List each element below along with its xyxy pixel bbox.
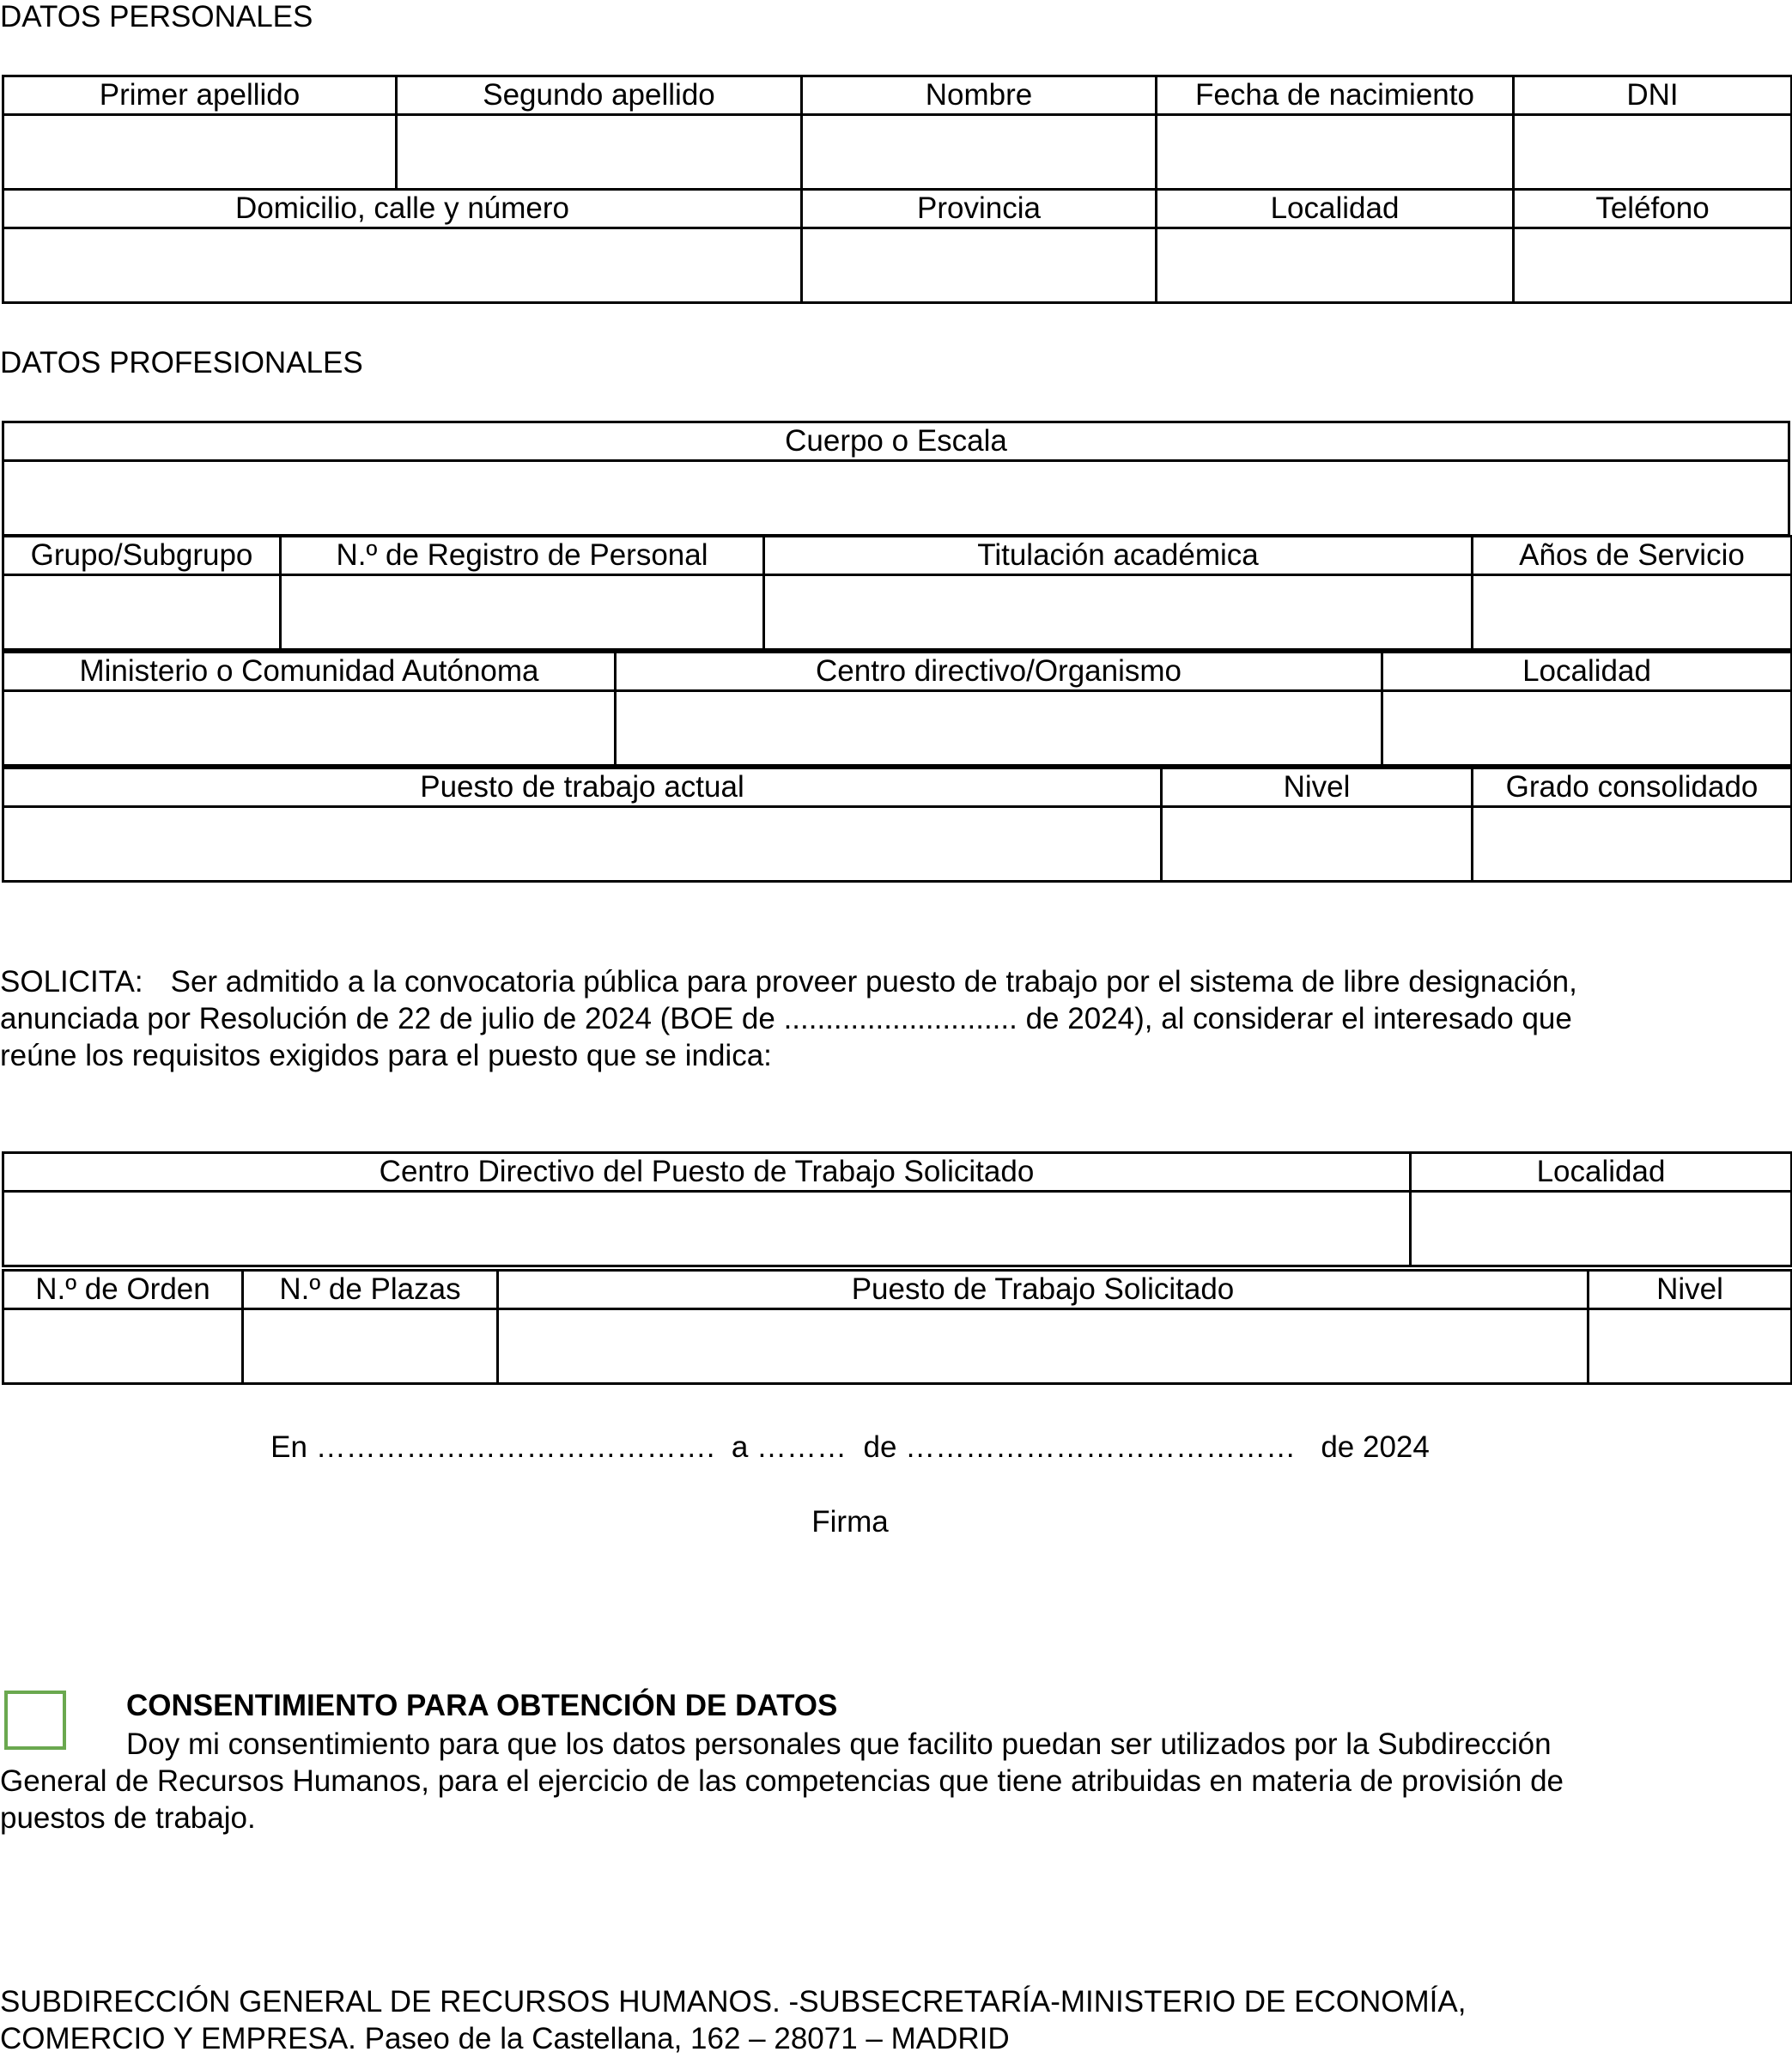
field-nivel-actual[interactable]: [1162, 807, 1473, 882]
field-nombre[interactable]: [802, 115, 1157, 190]
header-nivel-actual: Nivel: [1162, 768, 1473, 807]
field-nivel-solicitado[interactable]: [1589, 1309, 1792, 1384]
header-domicilio: Domicilio, calle y número: [3, 190, 802, 228]
header-nombre: Nombre: [802, 76, 1157, 115]
field-domicilio[interactable]: [3, 228, 802, 303]
personal-data-table: [2, 75, 1792, 304]
solicita-paragraph: [0, 963, 1717, 1074]
professional-ministerio-table: [2, 651, 1792, 767]
firma-label: Firma: [811, 1505, 889, 1539]
header-localidad-solicitada: Localidad: [1411, 1153, 1792, 1192]
solicita-line-1: SOLICITA: Ser admitido a la convocatoria pública para proveer puesto de trabajo por el sistema de libre designación,: [0, 965, 1577, 999]
field-grupo-subgrupo[interactable]: [3, 575, 281, 650]
field-puesto-solicitado[interactable]: [498, 1309, 1589, 1384]
consent-text: [0, 1726, 1717, 1836]
header-ministerio: Ministerio o Comunidad Autónoma: [3, 653, 616, 691]
field-numero-orden[interactable]: [3, 1309, 243, 1384]
consent-line-1: Doy mi consentimiento para que los datos personales que facilito puedan ser utilizados por la Subdirección: [126, 1727, 1552, 1761]
field-registro-personal[interactable]: [281, 575, 764, 650]
header-centro-directivo: Centro directivo/Organismo: [616, 653, 1382, 691]
header-primer-apellido: Primer apellido: [3, 76, 397, 115]
header-grupo-subgrupo: Grupo/Subgrupo: [3, 537, 281, 575]
field-anos-servicio[interactable]: [1473, 575, 1792, 650]
header-puesto-actual: Puesto de trabajo actual: [3, 768, 1162, 807]
header-registro-personal: N.º de Registro de Personal: [281, 537, 764, 575]
field-localidad-solicitada[interactable]: [1411, 1192, 1792, 1266]
consent-line-3: puestos de trabajo.: [0, 1801, 256, 1835]
field-centro-puesto-solicitado[interactable]: [3, 1192, 1411, 1266]
consent-line-2: General de Recursos Humanos, para el ejercicio de las competencias que tiene atribuidas en materia de provisión de: [0, 1764, 1564, 1798]
header-grado-consolidado: Grado consolidado: [1473, 768, 1792, 807]
field-localidad-profesional[interactable]: [1382, 691, 1792, 766]
requested-centro-table: [2, 1151, 1792, 1267]
header-anos-servicio: Años de Servicio: [1473, 537, 1792, 575]
field-fecha-nacimiento[interactable]: [1157, 115, 1514, 190]
section-title-profesionales: DATOS PROFESIONALES: [0, 346, 363, 379]
field-localidad[interactable]: [1157, 228, 1514, 303]
consent-title: CONSENTIMIENTO PARA OBTENCIÓN DE DATOS: [126, 1689, 838, 1722]
solicita-label: SOLICITA:: [0, 965, 143, 999]
field-titulacion[interactable]: [764, 575, 1473, 650]
header-telefono: Teléfono: [1514, 190, 1792, 228]
date-line: En …………………………………. a ……… de ………………………………… de 2024: [270, 1430, 1430, 1464]
header-dni: DNI: [1514, 76, 1792, 115]
footer-line-2: COMERCIO Y EMPRESA. Paseo de la Castellana, 162 – 28071 – MADRID: [0, 2022, 1010, 2055]
header-centro-puesto-solicitado: Centro Directivo del Puesto de Trabajo Solicitado: [3, 1153, 1411, 1192]
field-centro-directivo[interactable]: [616, 691, 1382, 766]
header-localidad: Localidad: [1157, 190, 1514, 228]
field-primer-apellido[interactable]: [3, 115, 397, 190]
header-segundo-apellido: Segundo apellido: [397, 76, 802, 115]
field-provincia[interactable]: [802, 228, 1157, 303]
field-puesto-actual[interactable]: [3, 807, 1162, 882]
field-dni[interactable]: [1514, 115, 1792, 190]
field-ministerio[interactable]: [3, 691, 616, 766]
field-grado-consolidado[interactable]: [1473, 807, 1792, 882]
professional-puesto-actual-table: [2, 767, 1792, 883]
header-titulacion: Titulación académica: [764, 537, 1473, 575]
solicita-line-3: reúne los requisitos exigidos para el puesto que se indica:: [0, 1039, 772, 1072]
requested-puesto-table: [2, 1269, 1792, 1385]
solicita-line-2: anunciada por Resolución de 22 de julio de 2024 (BOE de ............................ de 2024), al considerar el interesado que: [0, 1002, 1572, 1035]
header-numero-plazas: N.º de Plazas: [243, 1271, 498, 1309]
footer-line-1: SUBDIRECCIÓN GENERAL DE RECURSOS HUMANOS. -SUBSECRETARÍA-MINISTERIO DE ECONOMÍA,: [0, 1985, 1467, 2019]
header-cuerpo-escala: Cuerpo o Escala: [3, 422, 1789, 461]
field-segundo-apellido[interactable]: [397, 115, 802, 190]
field-cuerpo-escala[interactable]: [3, 461, 1789, 536]
header-nivel-solicitado: Nivel: [1589, 1271, 1792, 1309]
field-numero-plazas[interactable]: [243, 1309, 498, 1384]
footer-address: [0, 1983, 1466, 2057]
section-title-personales: DATOS PERSONALES: [0, 0, 313, 33]
header-fecha-nacimiento: Fecha de nacimiento: [1157, 76, 1514, 115]
field-telefono[interactable]: [1514, 228, 1792, 303]
header-localidad-profesional: Localidad: [1382, 653, 1792, 691]
header-puesto-solicitado: Puesto de Trabajo Solicitado: [498, 1271, 1589, 1309]
professional-grupo-table: [2, 535, 1792, 651]
header-provincia: Provincia: [802, 190, 1157, 228]
header-numero-orden: N.º de Orden: [3, 1271, 243, 1309]
professional-cuerpo-table: [2, 421, 1790, 537]
